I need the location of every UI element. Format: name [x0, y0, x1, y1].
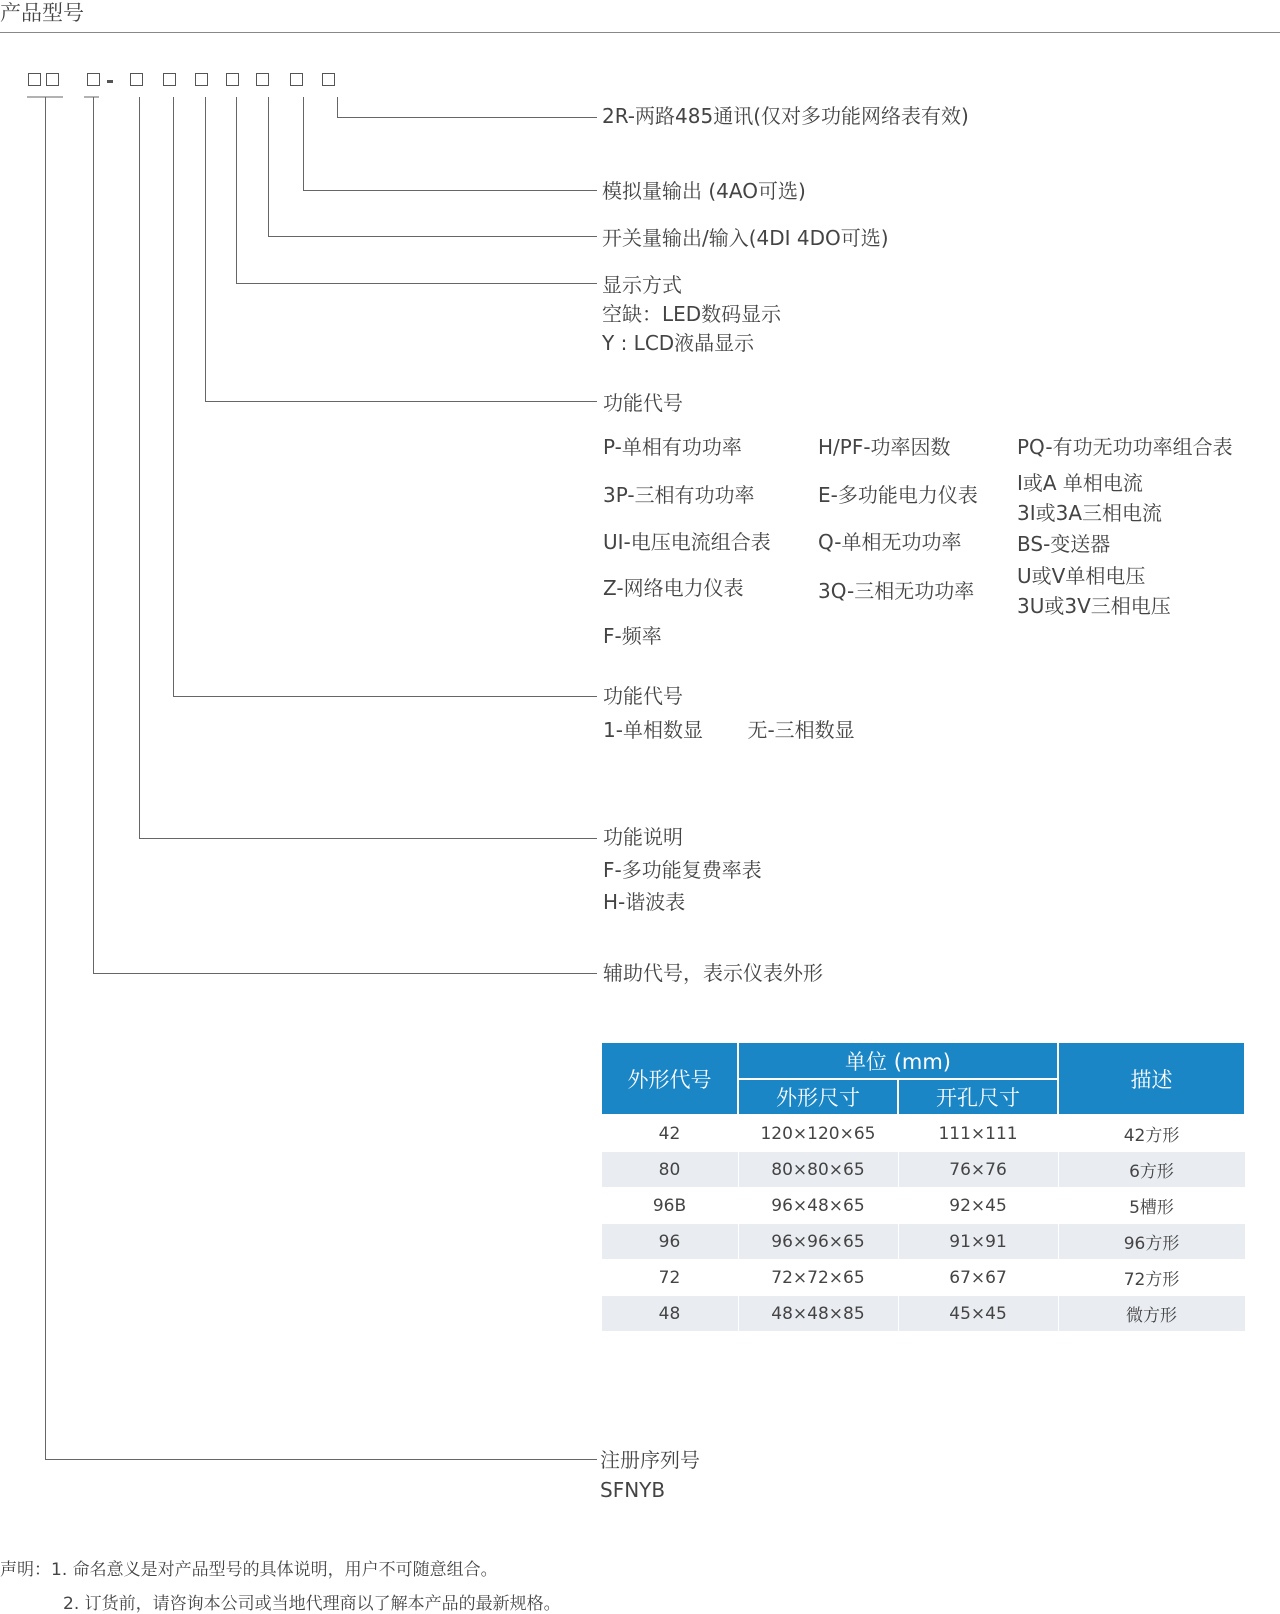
item-feature-title: 功能说明 [603, 825, 683, 849]
cell-hole: 45×45 [898, 1296, 1058, 1332]
table-row [601, 1296, 1245, 1332]
cell-desc: 42方形 [1058, 1115, 1245, 1152]
col-header-hole: 开孔尺寸 [898, 1079, 1058, 1115]
note-line-2: 2. 订货前，请咨询本公司或当地代理商以了解本产品的最新规格。 [63, 1594, 561, 1614]
cell-outer: 48×48×85 [738, 1296, 898, 1332]
item-comm: 2R-两路485通讯(仅对多功能网络表有效) [602, 104, 969, 128]
table-row [601, 1152, 1245, 1188]
item-display-led: 空缺：LED数码显示 [602, 302, 782, 326]
func-item: E-多功能电力仪表 [818, 483, 978, 507]
cell-desc: 72方形 [1058, 1260, 1245, 1296]
cell-outer: 80×80×65 [738, 1152, 898, 1188]
table-row [601, 1188, 1245, 1224]
func-item: PQ-有功无功功率组合表 [1017, 435, 1233, 459]
col-header-desc: 描述 [1058, 1042, 1245, 1115]
table-row [601, 1260, 1245, 1296]
leader-line [94, 97, 598, 974]
cell-hole: 76×76 [898, 1152, 1058, 1188]
leader-line [46, 97, 598, 1460]
cell-outer: 96×96×65 [738, 1224, 898, 1260]
col-header-unit: 单位 (mm) [738, 1042, 1058, 1079]
leader-line [304, 97, 598, 191]
cell-desc: 5槽形 [1058, 1188, 1245, 1224]
func-item: U或V单相电压 [1017, 564, 1146, 588]
leader-line [338, 97, 598, 118]
func-item: BS-变送器 [1017, 532, 1111, 556]
cell-code: 42 [601, 1115, 738, 1152]
cell-code: 96 [601, 1224, 738, 1260]
item-display-lcd: Y : LCD液晶显示 [602, 331, 755, 355]
cell-desc: 6方形 [1058, 1152, 1245, 1188]
table-row [601, 1115, 1245, 1152]
leader-line [174, 97, 598, 697]
cell-desc: 96方形 [1058, 1224, 1245, 1260]
page-title: 产品型号 [0, 1, 84, 25]
col-header-code: 外形代号 [601, 1042, 738, 1115]
item-feature-f: F-多功能复费率表 [603, 858, 762, 882]
leader-line [140, 97, 598, 839]
cell-outer: 120×120×65 [738, 1115, 898, 1152]
func-item: 3P-三相有功功率 [603, 483, 755, 507]
cell-hole: 111×111 [898, 1115, 1058, 1152]
item-serial-value: SFNYB [600, 1478, 666, 1502]
cell-hole: 91×91 [898, 1224, 1058, 1260]
func-item: UI-电压电流组合表 [603, 530, 771, 554]
cell-outer: 96×48×65 [738, 1188, 898, 1224]
col-header-outer: 外形尺寸 [738, 1079, 898, 1115]
func-item: F-频率 [603, 624, 662, 648]
cell-code: 48 [601, 1296, 738, 1332]
leader-line [206, 97, 598, 402]
item-analog-output: 模拟量输出 (4AO可选) [602, 179, 806, 203]
item-switch-io: 开关量输出/输入(4DI 4DO可选) [602, 226, 889, 250]
func-item: P-单相有功功率 [603, 435, 742, 459]
cell-hole: 67×67 [898, 1260, 1058, 1296]
cell-code: 80 [601, 1152, 738, 1188]
item-shape-code: 辅助代号，表示仪表外形 [603, 961, 823, 985]
cell-desc: 微方形 [1058, 1296, 1245, 1332]
func-item: Z-网络电力仪表 [603, 576, 744, 600]
item-phase-title: 功能代号 [603, 684, 683, 708]
item-feature-h: H-谐波表 [603, 890, 686, 914]
note-line-1: 声明：1. 命名意义是对产品型号的具体说明，用户不可随意组合。 [0, 1560, 498, 1580]
cell-outer: 72×72×65 [738, 1260, 898, 1296]
func-item: 3I或3A三相电流 [1017, 501, 1163, 525]
cell-code: 72 [601, 1260, 738, 1296]
cell-code: 96B [601, 1188, 738, 1224]
dimension-table [600, 1041, 1246, 1332]
func-item: 3Q-三相无功功率 [818, 579, 975, 603]
item-phase-values: 1-单相数显 无-三相数显 [603, 718, 855, 742]
func-item: 3U或3V三相电压 [1017, 594, 1171, 618]
func-item: Q-单相无功功率 [818, 530, 962, 554]
item-serial-title: 注册序列号 [600, 1448, 700, 1472]
func-item: I或A 单相电流 [1017, 471, 1143, 495]
table-row [601, 1224, 1245, 1260]
item-display-title: 显示方式 [602, 273, 682, 297]
func-item: H/PF-功率因数 [818, 435, 951, 459]
cell-hole: 92×45 [898, 1188, 1058, 1224]
item-function-title: 功能代号 [603, 391, 683, 415]
